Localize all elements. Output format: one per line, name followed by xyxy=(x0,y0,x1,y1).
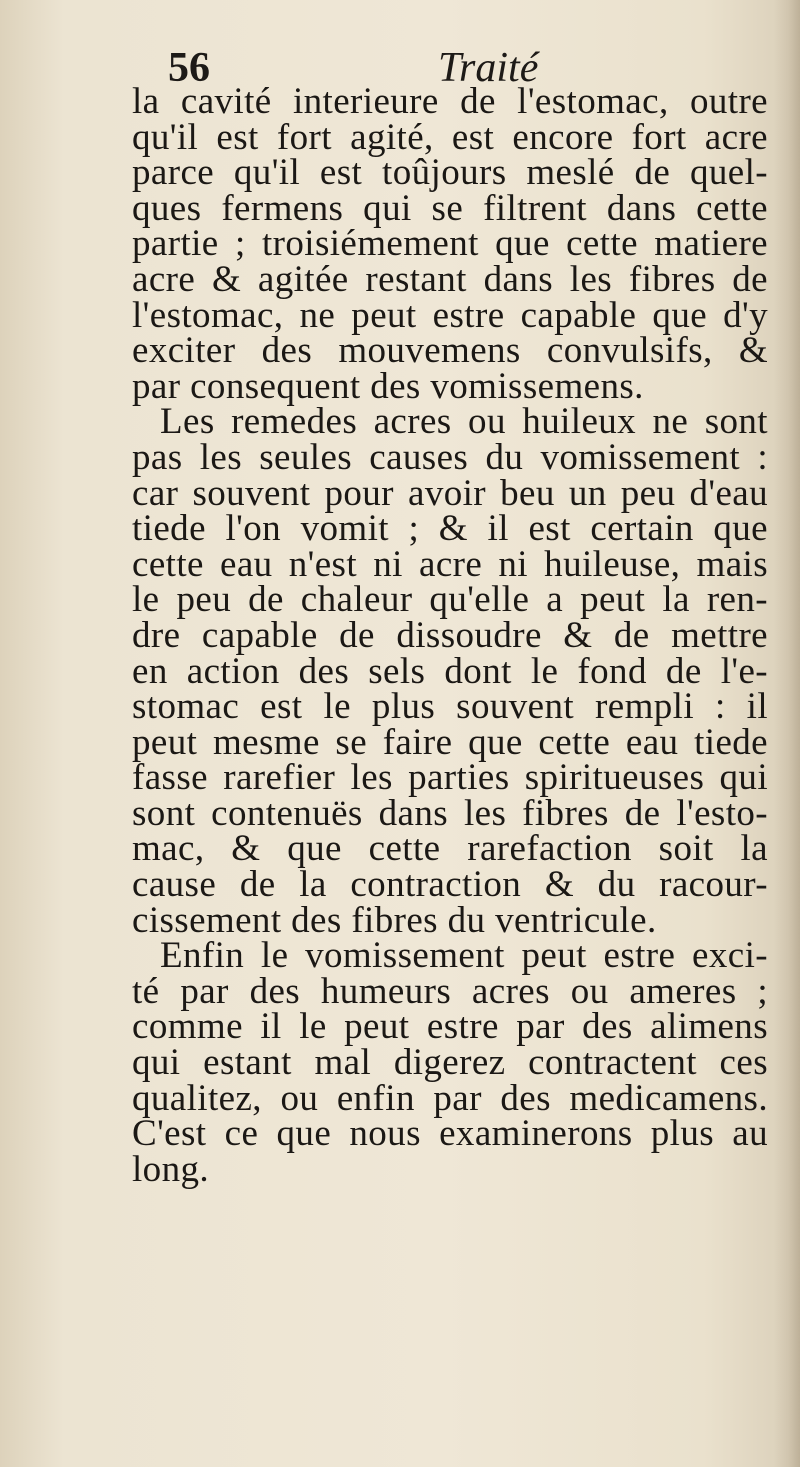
text-line: qui estant mal digerez contractent ces xyxy=(132,1042,768,1084)
text-line: qualitez, ou enfin par des medicamens. xyxy=(132,1077,768,1119)
text-line: la cavité interieure de l'estomac, outre xyxy=(132,81,768,122)
text-line: ques fermens qui se filtrent dans cette xyxy=(132,187,768,229)
text-line: qu'il est fort agité, est encore fort acre xyxy=(132,116,768,158)
text-line: par consequent des vomissemens. xyxy=(132,365,644,407)
text-line: acre & agitée restant dans les fibres de xyxy=(132,258,768,300)
text-line: exciter des mouvemens convulsifs, & xyxy=(132,330,768,372)
text-line: cette eau n'est ni acre ni huileuse, mais xyxy=(132,543,768,585)
text-line: parce qu'il est toûjours meslé de quel- xyxy=(132,152,768,194)
text-line: mac, & que cette rarefaction soit la xyxy=(132,828,768,870)
text-line: car souvent pour avoir beu un peu d'eau xyxy=(132,472,768,514)
page-edge-shadow xyxy=(774,0,800,1467)
text-line: Les remedes acres ou huileux ne sont xyxy=(160,401,768,443)
text-line: cissement des fibres du ventricule. xyxy=(132,899,657,941)
text-line: partie ; troisiémement que cette matiere xyxy=(132,223,768,265)
text-line: l'estomac, ne peut estre capable que d'y xyxy=(132,294,768,336)
text-line: tiede l'on vomit ; & il est certain que xyxy=(132,508,768,550)
text-line: té par des humeurs acres ou ameres ; xyxy=(132,970,768,1012)
text-line: dre capable de dissoudre & de mettre xyxy=(132,614,768,656)
text-line: long. xyxy=(132,1148,210,1190)
running-head: Traité xyxy=(438,45,539,91)
text-line: en action des sels dont le fond de l'e- xyxy=(132,650,768,692)
text-line: stomac est le plus souvent rempli : il xyxy=(132,686,768,728)
text-line: peut mesme se faire que cette eau tiede xyxy=(132,721,768,763)
text-line: comme il le peut estre par des alimens xyxy=(132,1006,768,1048)
body-text xyxy=(132,81,768,1190)
page-number: 56 xyxy=(168,45,210,91)
text-line: fasse rarefier les parties spiritueuses qui xyxy=(132,757,768,799)
text-line: cause de la contraction & du racour- xyxy=(132,864,768,906)
text-line: sont contenuës dans les fibres de l'esto- xyxy=(132,792,768,834)
text-line: C'est ce que nous examinerons plus au xyxy=(132,1113,768,1155)
text-line: le peu de chaleur qu'elle a peut la ren- xyxy=(132,579,768,621)
text-line: Enfin le vomissement peut estre exci- xyxy=(160,935,768,977)
text-line: pas les seules causes du vomissement : xyxy=(132,436,768,478)
